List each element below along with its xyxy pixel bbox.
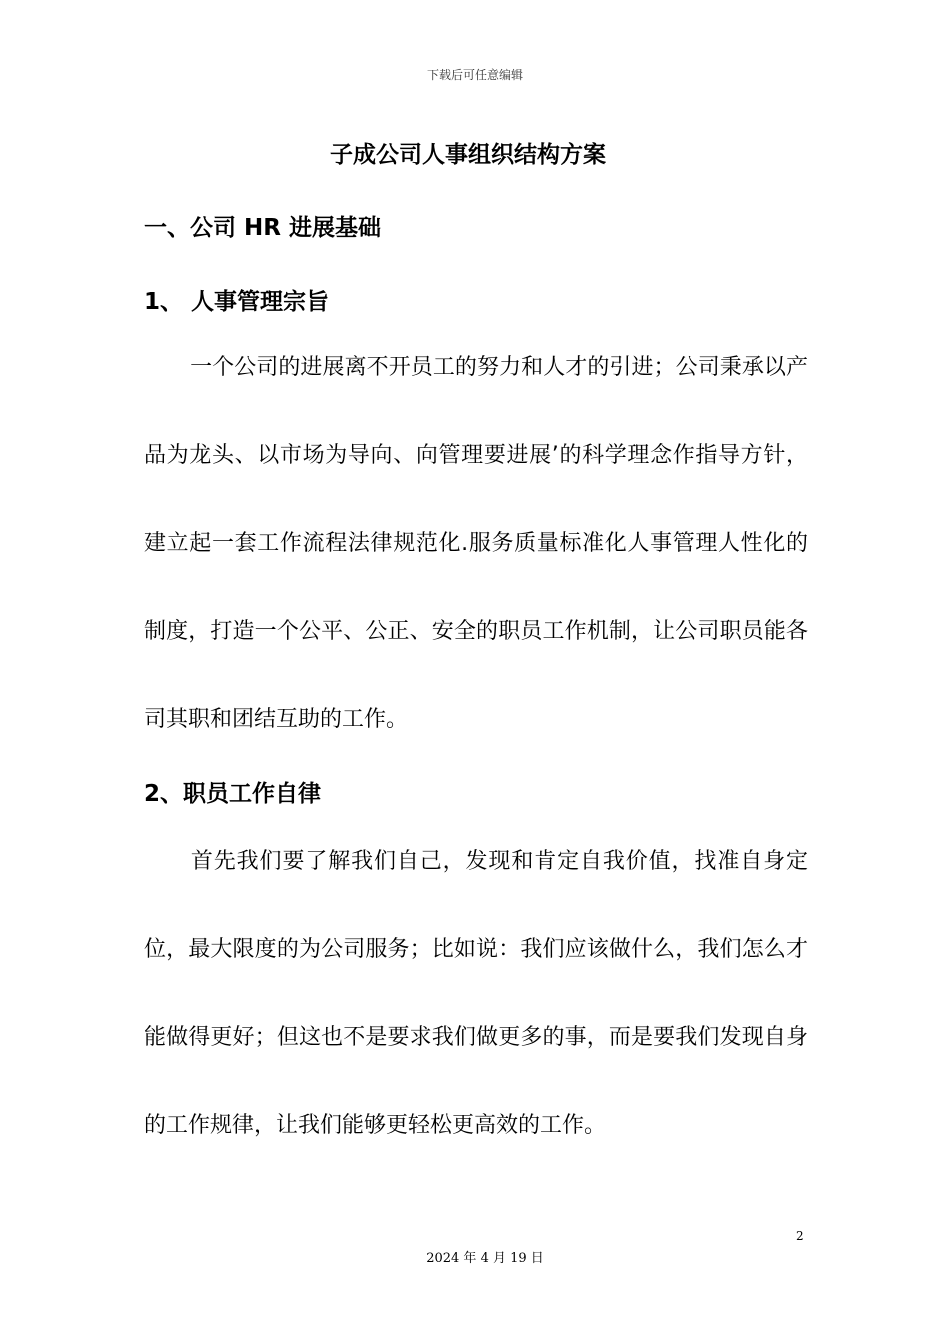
footer-date: 2024 年 4 月 19 日 [426, 1251, 544, 1266]
paragraph-mission-text: 一个公司的进展离不开员工的努力和人才的引进；公司秉承以产品为龙头、以市场为导向、向管理要进展’的科学理念作指导方针，建立起一套工作流程法律规范化.服务质量标准化人事管理人性化的制度，打造一个公平、公正、安全的职员工作机制，让公司职员能各司其职和团结互助的工作。 [144, 355, 808, 732]
page-number: 2 [796, 1229, 804, 1243]
subsection-heading-2: 2、职员工作自律 [144, 781, 322, 807]
paragraph-mission [144, 324, 808, 764]
subsection-heading-1: 1、 人事管理宗旨 [144, 289, 330, 315]
header-note: 下载后可任意编辑 [426, 68, 523, 82]
document-title: 子成公司人事组织结构方案 [330, 142, 606, 168]
section-heading-1: 一、公司 HR 进展基础 [144, 215, 381, 241]
paragraph-self-discipline-text: 首先我们要了解我们自己，发现和肯定自我价值，找准自身定位，最大限度的为公司服务；比如说：我们应该做什么，我们怎么才能做得更好；但这也不是要求我们做更多的事，而是要我们发现自身的工作规律，让我们能够更轻松更高效的工作。 [144, 849, 808, 1138]
paragraph-self-discipline [144, 818, 808, 1170]
